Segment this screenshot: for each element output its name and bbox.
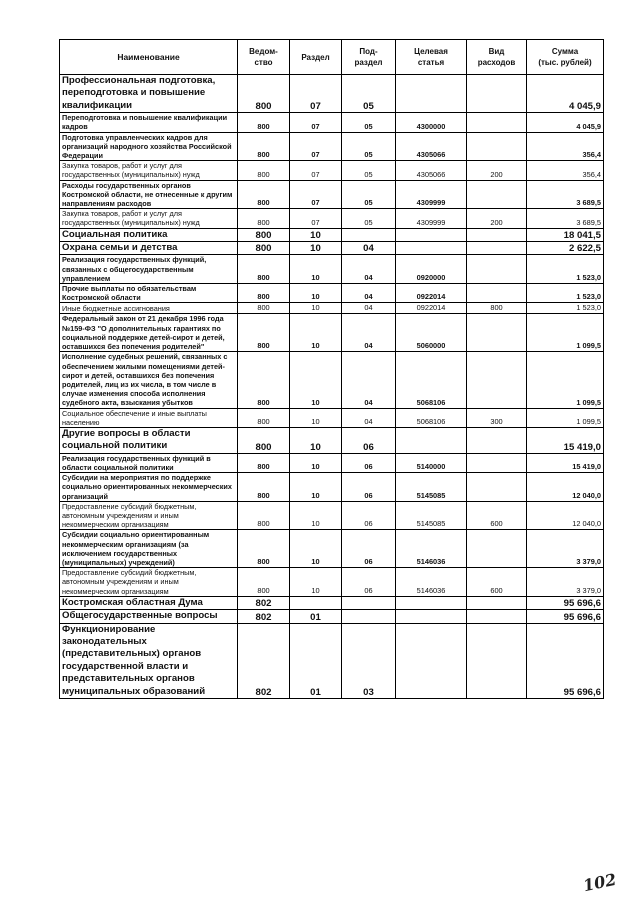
cell-name: Профессиональная подготовка, переподготовка и повышение квалификации <box>60 75 238 113</box>
cell-ved: 800 <box>238 352 290 408</box>
cell-stat <box>396 596 467 609</box>
cell-stat <box>396 228 467 241</box>
cell-vid <box>467 623 527 698</box>
cell-vid <box>467 255 527 284</box>
table-row <box>60 352 604 408</box>
cell-name: Федеральный закон от 21 декабря 1996 года №159-ФЗ "О дополнительных гарантиях по социальной поддержке детей-сирот и детей, оставшихся без попечения родителей" <box>60 314 238 352</box>
cell-vid: 300 <box>467 408 527 427</box>
cell-name: Переподготовка и повышение квалификации кадров <box>60 113 238 132</box>
cell-podrazdel: 06 <box>342 453 396 472</box>
cell-ved: 800 <box>238 408 290 427</box>
cell-vid <box>467 228 527 241</box>
table-row <box>60 284 604 303</box>
table-row <box>60 242 604 255</box>
cell-sum: 95 696,6 <box>527 596 604 609</box>
cell-vid: 200 <box>467 209 527 228</box>
cell-stat: 0922014 <box>396 303 467 314</box>
cell-vid <box>467 473 527 502</box>
col-header-ved: Ведом- ство <box>238 40 290 75</box>
cell-stat <box>396 75 467 113</box>
cell-podrazdel: 05 <box>342 132 396 161</box>
cell-sum: 15 419,0 <box>527 453 604 472</box>
cell-ved: 800 <box>238 255 290 284</box>
col-header-vid: Вид расходов <box>467 40 527 75</box>
cell-podrazdel: 06 <box>342 473 396 502</box>
cell-razdel: 10 <box>290 303 342 314</box>
cell-razdel <box>290 596 342 609</box>
cell-stat: 5146036 <box>396 530 467 568</box>
table-body <box>60 75 604 699</box>
cell-podrazdel <box>342 228 396 241</box>
cell-stat: 4300000 <box>396 113 467 132</box>
cell-razdel: 07 <box>290 75 342 113</box>
cell-stat: 5146036 <box>396 568 467 597</box>
cell-stat: 5145085 <box>396 473 467 502</box>
cell-vid: 200 <box>467 161 527 180</box>
cell-vid <box>467 427 527 453</box>
cell-razdel: 10 <box>290 568 342 597</box>
cell-razdel: 10 <box>290 427 342 453</box>
col-header-stat: Целевая статья <box>396 40 467 75</box>
cell-sum: 1 523,0 <box>527 303 604 314</box>
cell-ved: 802 <box>238 610 290 623</box>
cell-razdel: 07 <box>290 132 342 161</box>
cell-stat <box>396 242 467 255</box>
cell-stat: 5145085 <box>396 501 467 530</box>
cell-sum: 356,4 <box>527 161 604 180</box>
cell-name: Предоставление субсидий бюджетным, автономным учреждениям и иным некоммерческим организациям <box>60 501 238 530</box>
cell-razdel: 10 <box>290 255 342 284</box>
cell-vid: 600 <box>467 501 527 530</box>
table-row <box>60 255 604 284</box>
table-row <box>60 113 604 132</box>
cell-razdel: 10 <box>290 314 342 352</box>
header-row <box>60 40 604 75</box>
cell-ved: 800 <box>238 75 290 113</box>
cell-podrazdel: 05 <box>342 161 396 180</box>
table-row <box>60 314 604 352</box>
cell-ved: 800 <box>238 209 290 228</box>
cell-name: Реализация государственных функций, связанных с общегосударственным управлением <box>60 255 238 284</box>
cell-podrazdel: 04 <box>342 352 396 408</box>
table-row <box>60 596 604 609</box>
cell-razdel: 10 <box>290 352 342 408</box>
cell-name: Прочие выплаты по обязательствам Костромской области <box>60 284 238 303</box>
cell-razdel: 10 <box>290 501 342 530</box>
cell-podrazdel <box>342 596 396 609</box>
cell-sum: 3 689,5 <box>527 180 604 209</box>
cell-stat <box>396 623 467 698</box>
cell-podrazdel: 04 <box>342 314 396 352</box>
cell-podrazdel: 05 <box>342 75 396 113</box>
cell-name: Предоставление субсидий бюджетным, автономным учреждениям и иным некоммерческим организациям <box>60 568 238 597</box>
cell-vid <box>467 530 527 568</box>
cell-sum: 12 040,0 <box>527 473 604 502</box>
cell-name: Костромская областная Дума <box>60 596 238 609</box>
col-header-podrazdel: Под- раздел <box>342 40 396 75</box>
cell-sum: 12 040,0 <box>527 501 604 530</box>
cell-stat: 4305066 <box>396 132 467 161</box>
budget-table <box>59 39 604 699</box>
table-row <box>60 473 604 502</box>
cell-sum: 4 045,9 <box>527 75 604 113</box>
cell-sum: 2 622,5 <box>527 242 604 255</box>
cell-podrazdel: 04 <box>342 255 396 284</box>
cell-name: Иные бюджетные ассигнования <box>60 303 238 314</box>
cell-vid <box>467 113 527 132</box>
cell-vid: 600 <box>467 568 527 597</box>
cell-sum: 356,4 <box>527 132 604 161</box>
cell-ved: 800 <box>238 284 290 303</box>
cell-razdel: 10 <box>290 453 342 472</box>
cell-ved: 800 <box>238 161 290 180</box>
cell-vid <box>467 314 527 352</box>
cell-vid <box>467 453 527 472</box>
cell-sum: 1 523,0 <box>527 255 604 284</box>
cell-stat: 0920000 <box>396 255 467 284</box>
cell-stat: 4309999 <box>396 180 467 209</box>
cell-stat: 5068106 <box>396 352 467 408</box>
cell-ved: 800 <box>238 314 290 352</box>
col-header-razdel: Раздел <box>290 40 342 75</box>
cell-podrazdel: 05 <box>342 113 396 132</box>
cell-podrazdel: 04 <box>342 284 396 303</box>
cell-vid <box>467 75 527 113</box>
cell-name: Расходы государственных органов Костромской области, не отнесенные к другим направлениям расходов <box>60 180 238 209</box>
cell-name: Исполнение судебных решений, связанных с обеспечением жилыми помещениями детей-сирот и детей, оставшихся без попечения родителей, лиц из их числа, в том числе в случае изменения способа исполнения судебного акта, взыскания убытков <box>60 352 238 408</box>
cell-razdel: 10 <box>290 242 342 255</box>
cell-vid <box>467 242 527 255</box>
cell-name: Социальная политика <box>60 228 238 241</box>
cell-name: Общегосударственные вопросы <box>60 610 238 623</box>
cell-ved: 800 <box>238 530 290 568</box>
cell-sum: 1 523,0 <box>527 284 604 303</box>
cell-razdel: 10 <box>290 408 342 427</box>
cell-sum: 3 689,5 <box>527 209 604 228</box>
table-row <box>60 132 604 161</box>
cell-sum: 3 379,0 <box>527 530 604 568</box>
cell-razdel: 07 <box>290 180 342 209</box>
table-row <box>60 453 604 472</box>
table-row <box>60 303 604 314</box>
cell-razdel: 10 <box>290 530 342 568</box>
table-row <box>60 610 604 623</box>
cell-name: Закупка товаров, работ и услуг для государственных (муниципальных) нужд <box>60 209 238 228</box>
cell-name: Реализация государственных функций в области социальной политики <box>60 453 238 472</box>
cell-razdel: 10 <box>290 284 342 303</box>
cell-name: Другие вопросы в области социальной политики <box>60 427 238 453</box>
cell-podrazdel <box>342 610 396 623</box>
cell-name: Социальное обеспечение и иные выплаты населению <box>60 408 238 427</box>
table-row <box>60 427 604 453</box>
cell-sum: 95 696,6 <box>527 610 604 623</box>
cell-podrazdel: 04 <box>342 303 396 314</box>
cell-stat <box>396 427 467 453</box>
cell-podrazdel: 04 <box>342 408 396 427</box>
cell-podrazdel: 06 <box>342 530 396 568</box>
cell-ved: 800 <box>238 473 290 502</box>
cell-stat: 5140000 <box>396 453 467 472</box>
col-header-name: Наименование <box>60 40 238 75</box>
table-row <box>60 75 604 113</box>
cell-ved: 800 <box>238 132 290 161</box>
cell-stat <box>396 610 467 623</box>
cell-stat: 4309999 <box>396 209 467 228</box>
cell-podrazdel: 04 <box>342 242 396 255</box>
cell-name: Функционирование законодательных (представительных) органов государственной власти и представительных органов муниципальных образований <box>60 623 238 698</box>
table-row <box>60 228 604 241</box>
cell-sum: 1 099,5 <box>527 352 604 408</box>
table-row <box>60 623 604 698</box>
cell-ved: 800 <box>238 180 290 209</box>
cell-vid <box>467 284 527 303</box>
cell-sum: 95 696,6 <box>527 623 604 698</box>
cell-ved: 802 <box>238 623 290 698</box>
cell-vid: 800 <box>467 303 527 314</box>
cell-stat: 4305066 <box>396 161 467 180</box>
cell-vid <box>467 180 527 209</box>
cell-ved: 800 <box>238 228 290 241</box>
cell-ved: 802 <box>238 596 290 609</box>
cell-razdel: 07 <box>290 113 342 132</box>
table-row <box>60 530 604 568</box>
cell-podrazdel: 06 <box>342 427 396 453</box>
cell-ved: 800 <box>238 453 290 472</box>
cell-ved: 800 <box>238 113 290 132</box>
cell-podrazdel: 03 <box>342 623 396 698</box>
cell-podrazdel: 06 <box>342 501 396 530</box>
cell-name: Субсидии на мероприятия по поддержке социально ориентированных некоммерческих организаций <box>60 473 238 502</box>
cell-razdel: 07 <box>290 161 342 180</box>
cell-name: Охрана семьи и детства <box>60 242 238 255</box>
table-row <box>60 408 604 427</box>
cell-razdel: 01 <box>290 610 342 623</box>
cell-name: Подготовка управленческих кадров для организаций народного хозяйства Российской Федерации <box>60 132 238 161</box>
cell-podrazdel: 05 <box>342 209 396 228</box>
cell-ved: 800 <box>238 242 290 255</box>
cell-vid <box>467 610 527 623</box>
cell-sum: 15 419,0 <box>527 427 604 453</box>
cell-podrazdel: 06 <box>342 568 396 597</box>
cell-razdel: 01 <box>290 623 342 698</box>
cell-ved: 800 <box>238 568 290 597</box>
cell-sum: 18 041,5 <box>527 228 604 241</box>
cell-razdel: 10 <box>290 473 342 502</box>
cell-ved: 800 <box>238 501 290 530</box>
cell-razdel: 07 <box>290 209 342 228</box>
cell-ved: 800 <box>238 303 290 314</box>
cell-sum: 4 045,9 <box>527 113 604 132</box>
cell-vid <box>467 352 527 408</box>
cell-sum: 3 379,0 <box>527 568 604 597</box>
cell-name: Закупка товаров, работ и услуг для государственных (муниципальных) нужд <box>60 161 238 180</box>
cell-razdel: 10 <box>290 228 342 241</box>
table-row <box>60 209 604 228</box>
cell-vid <box>467 596 527 609</box>
table-row <box>60 501 604 530</box>
page-number: 102 <box>581 869 619 896</box>
cell-stat: 0922014 <box>396 284 467 303</box>
cell-stat: 5068106 <box>396 408 467 427</box>
cell-ved: 800 <box>238 427 290 453</box>
table-row <box>60 180 604 209</box>
cell-name: Субсидии социально ориентированным некоммерческим организациям (за исключением государственных (муниципальных) учреждений) <box>60 530 238 568</box>
table-row <box>60 161 604 180</box>
cell-vid <box>467 132 527 161</box>
cell-stat: 5060000 <box>396 314 467 352</box>
table-row <box>60 568 604 597</box>
cell-sum: 1 099,5 <box>527 408 604 427</box>
col-header-sum: Сумма (тыс. рублей) <box>527 40 604 75</box>
cell-sum: 1 099,5 <box>527 314 604 352</box>
cell-podrazdel: 05 <box>342 180 396 209</box>
